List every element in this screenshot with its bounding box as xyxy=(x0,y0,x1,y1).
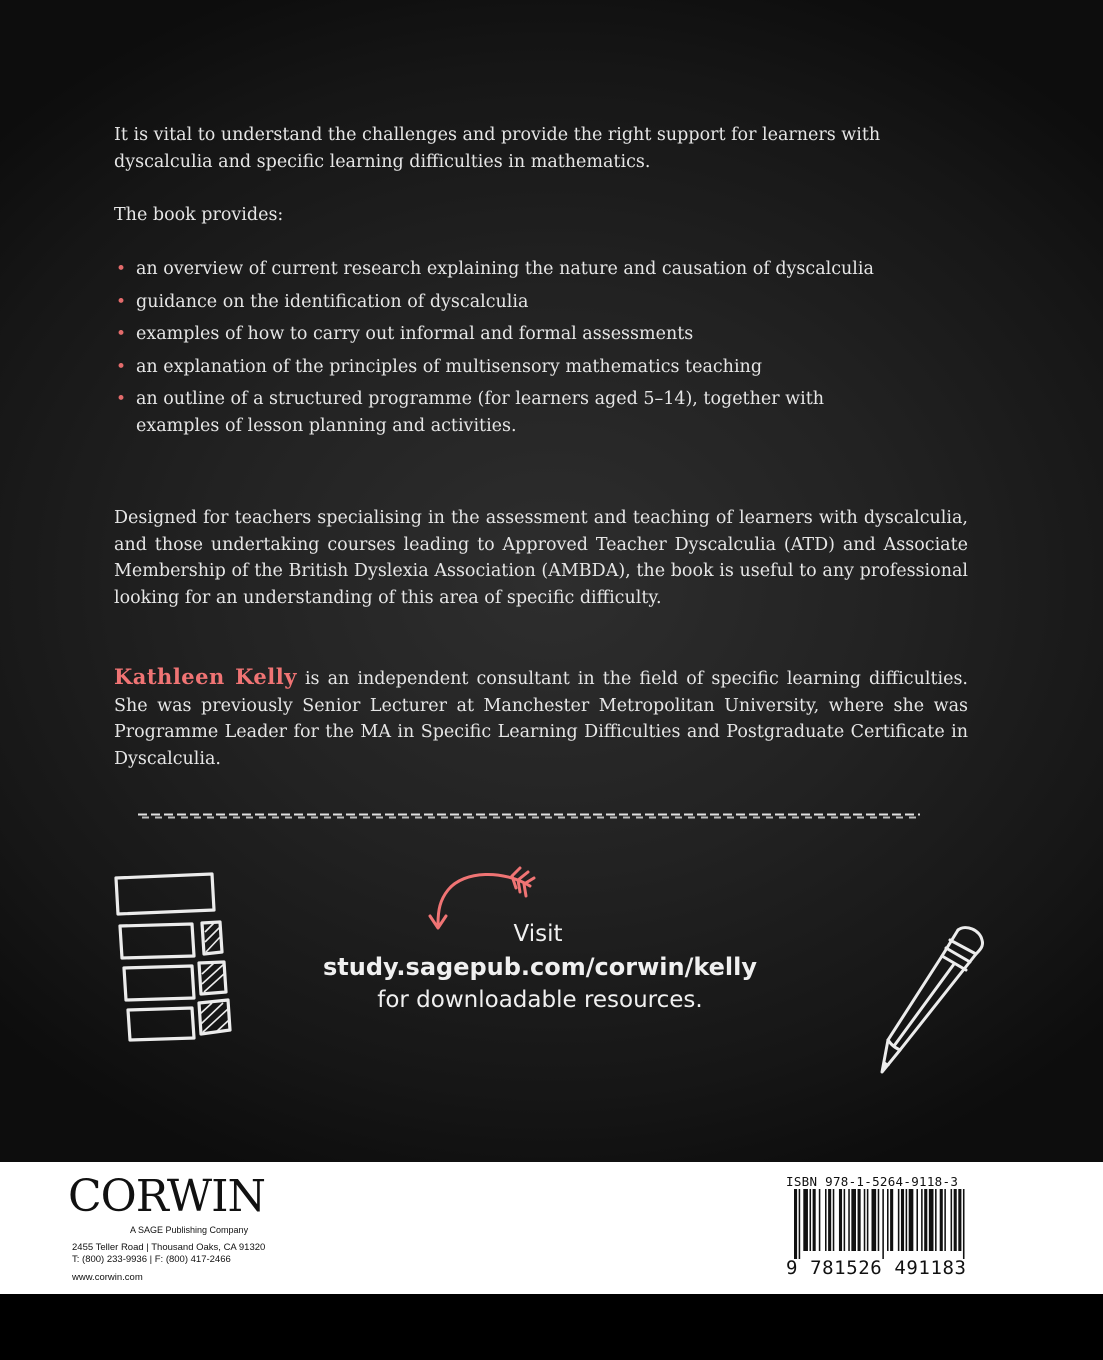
publisher-address xyxy=(72,1242,265,1284)
barcode-bar xyxy=(916,1189,918,1251)
isbn-barcode xyxy=(786,1174,1036,1279)
pencil-icon xyxy=(870,922,998,1082)
barcode-bar xyxy=(803,1189,808,1251)
isbn-digits: 9 781526 491183 xyxy=(786,1257,967,1279)
barcode-bar xyxy=(794,1189,797,1259)
barcode-bar xyxy=(951,1189,953,1251)
list-item: • an outline of a structured programme (for learners aged 5–14), together with examples of lesson planning and activities. xyxy=(114,386,874,439)
barcode-bar xyxy=(867,1189,869,1251)
author-name: Kathleen Kelly xyxy=(114,664,297,689)
bullet-icon: • xyxy=(116,356,127,377)
barcode-bar xyxy=(799,1189,801,1259)
barcode-bar xyxy=(858,1189,861,1251)
barcode-bar xyxy=(906,1189,908,1251)
bullet-icon: • xyxy=(116,259,127,279)
barcode-bar xyxy=(909,1189,914,1251)
features-list xyxy=(114,256,874,445)
barcode-bar xyxy=(890,1189,893,1251)
dashed-divider xyxy=(138,812,920,820)
list-item: • an explanation of the principles of multisensory mathematics teaching xyxy=(114,354,874,381)
barcode-bar xyxy=(813,1189,816,1251)
logo-tagline: A SAGE Publishing Company xyxy=(130,1225,249,1235)
bullet-icon: • xyxy=(116,389,127,409)
author-bio xyxy=(114,664,968,772)
visit-callout xyxy=(290,918,790,1016)
phone-line: T: (800) 233-9936 | F: (800) 417-2466 xyxy=(72,1254,231,1265)
barcode-bar xyxy=(844,1189,846,1251)
barcode-bar xyxy=(810,1189,812,1251)
publisher-logo xyxy=(68,1171,266,1235)
barcode-bar xyxy=(828,1189,831,1251)
barcode-bar xyxy=(958,1189,961,1251)
bullet-icon: • xyxy=(116,324,127,344)
logo-wordmark: CORWIN xyxy=(68,1171,266,1222)
barcode-bar xyxy=(940,1189,943,1251)
barcode-bars xyxy=(794,1189,1024,1259)
bottom-strip xyxy=(0,1294,1103,1360)
barcode-bar xyxy=(851,1189,856,1251)
isbn-label: ISBN 978-1-5264-9118-3 xyxy=(786,1174,959,1189)
barcode-bar xyxy=(898,1189,900,1251)
visit-caption: for downloadable resources. xyxy=(377,987,703,1013)
barcode-bar xyxy=(878,1189,880,1251)
barcode-bar xyxy=(819,1189,821,1251)
visit-label: Visit xyxy=(513,921,563,947)
barcode-bar xyxy=(929,1189,934,1251)
website-link[interactable]: www.corwin.com xyxy=(72,1272,143,1283)
list-item: • guidance on the identification of dyscalculia xyxy=(114,289,874,316)
publisher-footer xyxy=(0,1162,1103,1294)
list-item: • examples of how to carry out informal and formal assessments xyxy=(114,321,874,348)
barcode-bar xyxy=(944,1189,946,1251)
audience-paragraph: Designed for teachers specialising in the assessment and teaching of learners with dyscalculia, and those undertaking courses leading to Approved Teacher Dyscalculia (ATD) and Associate Membership of the British Dyslexia Association (AMBDA), the book is useful to any professional looking for an understanding of this area of specific difficulty. xyxy=(114,508,968,608)
barcode-bar xyxy=(924,1189,927,1251)
bullet-icon: • xyxy=(116,291,127,312)
provides-heading: The book provides: xyxy=(114,205,284,225)
barcode-bar xyxy=(848,1189,850,1251)
barcode-bar xyxy=(935,1189,937,1251)
barcode-bar xyxy=(921,1189,923,1251)
barcode-bar xyxy=(839,1189,842,1251)
stacked-blocks-icon xyxy=(108,870,238,1042)
barcode-bar xyxy=(963,1189,965,1259)
author-bio-text: is an independent consultant in the field of specific learning difficulties. She was previously Senior Lecturer at Manchester Metropolitan University, where she was Programme Leader for the MA in Specific Learning Difficulties and Postgraduate Certificate in Dyscalculia. xyxy=(114,669,968,769)
barcode-bar xyxy=(882,1189,884,1259)
barcode-bar xyxy=(901,1189,904,1251)
address-line: 2455 Teller Road | Thousand Oaks, CA 91320 xyxy=(72,1242,266,1253)
barcode-bar xyxy=(833,1189,835,1251)
intro-paragraph: It is vital to understand the challenges and provide the right support for learners with dyscalculia and specific learning difficulties in mathematics. xyxy=(114,125,881,172)
resources-link[interactable]: study.sagepub.com/corwin/kelly xyxy=(322,953,758,981)
list-item: • an overview of current research explaining the nature and causation of dyscalculia xyxy=(114,256,874,283)
barcode-bar xyxy=(825,1189,827,1251)
barcode-bar xyxy=(954,1189,957,1251)
barcode-bar xyxy=(887,1189,889,1251)
barcode-bar xyxy=(872,1189,877,1251)
barcode-bar xyxy=(864,1189,866,1251)
